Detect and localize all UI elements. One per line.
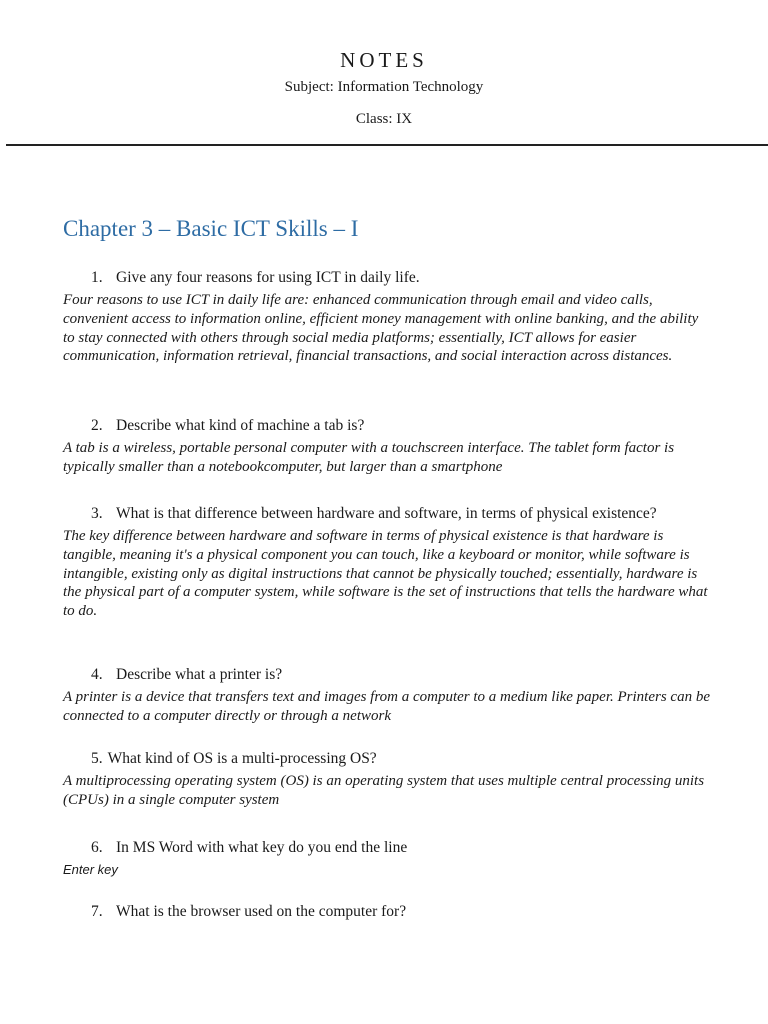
question-number: 1.: [91, 269, 103, 286]
question-number: 5.: [91, 750, 103, 767]
qa-item-1: [63, 269, 713, 366]
question-3: [63, 505, 713, 523]
qa-item-5: [63, 750, 713, 810]
question-number: 3.: [91, 505, 103, 522]
question-6: [63, 839, 713, 857]
question-text: Describe what kind of machine a tab is?: [116, 417, 365, 434]
question-text: What is that difference between hardware and software, in terms of physical existence?: [116, 505, 657, 522]
answer-2: A tab is a wireless, portable personal computer with a touchscreen interface. The tablet form factor is typically smaller than a notebookcomputer, but larger than a smartphone: [63, 440, 675, 475]
qa-item-2: [63, 417, 713, 477]
question-text: In MS Word with what key do you end the line: [116, 839, 408, 856]
answer-1: Four reasons to use ICT in daily life are: enhanced communication through email and video calls, convenient access to information online, efficient money management with online banking, and the ability to stay connected with others through social media platforms; essentially, ICT allows for easier communication, information retrieval, financial transactions, and social interaction across distances.: [63, 292, 699, 365]
answer-4: A printer is a device that transfers text and images from a computer to a medium like paper. Printers can be connected to a computer directly or through a network: [63, 689, 710, 724]
subject-line: Subject: Information Technology: [284, 79, 484, 95]
question-text: Give any four reasons for using ICT in daily life.: [116, 269, 420, 286]
answer-6: Enter key: [63, 862, 118, 877]
question-5: [63, 750, 713, 768]
question-number: 6.: [91, 839, 103, 856]
qa-item-4: [63, 666, 713, 726]
question-7: [63, 903, 713, 921]
chapter-heading: Chapter 3 – Basic ICT Skills – I: [63, 216, 359, 241]
qa-item-6: [63, 839, 713, 880]
header-divider: [6, 144, 768, 146]
question-2: [63, 417, 713, 435]
question-number: 4.: [91, 666, 103, 683]
notes-title: NOTES: [340, 48, 428, 72]
question-1: [63, 269, 713, 287]
answer-5: A multiprocessing operating system (OS) is an operating system that uses multiple central processing units (CPUs) in a single computer system: [63, 773, 705, 808]
question-number: 7.: [91, 903, 103, 920]
answer-3: The key difference between hardware and software in terms of physical existence is that hardware is tangible, meaning it's a physical component you can touch, like a keyboard or monitor, while software is intangible, existing only as digital instructions that cannot be physically touched; essentially, hardware is the physical part of a computer system, while software is the set of instructions that tells the hardware what to do.: [63, 528, 708, 620]
question-text: What is the browser used on the computer for?: [116, 903, 407, 920]
question-number: 2.: [91, 417, 103, 434]
question-text: Describe what a printer is?: [116, 666, 283, 683]
qa-item-3: [63, 505, 713, 621]
class-line: Class: IX: [355, 111, 413, 127]
question-4: [63, 666, 713, 684]
question-text: What kind of OS is a multi-processing OS?: [107, 750, 377, 767]
qa-item-7: [63, 903, 713, 921]
